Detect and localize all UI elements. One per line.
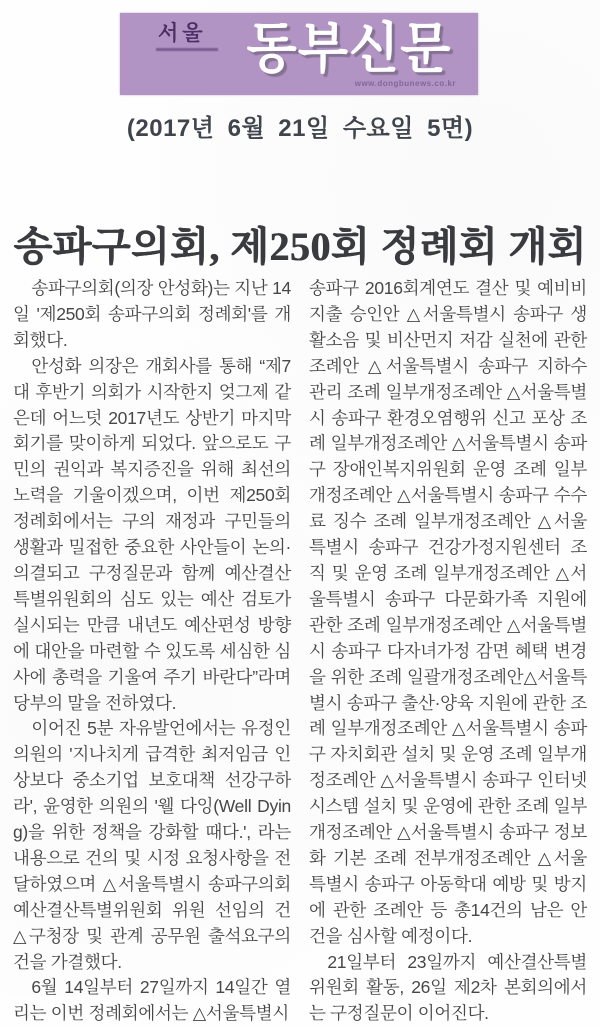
article-column-left [13, 276, 291, 1027]
article-headline: 송파구의회, 제250회 정례회 개회 [13, 223, 587, 269]
article-body [0, 276, 600, 1027]
newspaper-masthead-logo [120, 13, 478, 95]
article-column-right [309, 276, 587, 1027]
article-paragraph: 송파구의회(의장 안성화)는 지난 14일 '제250회 송파구의회 정례회'를 개회했다. [13, 278, 291, 350]
article-paragraph: 송파구 2016회계연도 결산 및 예비비 지출 승인안 △서울특별시 송파구 생활소음 및 비산먼지 저감 실천에 관한 조례안 △서울특별시 송파구 지하수 관리 조례 일부개정조례안 △서울특별시 송파구 환경오염행위 신고 포상 조례 일부개정조례안 △서울특별시 송파구 장애인복지위원회 운영 조례 일부개정조례안 △서울특별시 송파구 수수료 징수 조례 일부개정조례안 △서울특별시 송파구 건강가정지원센터 조직 및 운영 조례 일부개정조례안 △서울특별시 송파구 다문화가족 지원에 관한 조례 일부개정조례안 △서울특별시 송파구 다자녀가정 감면 혜택 변경을 위한 조례 일괄개정조례안△서울특별시 송파구 출산·양육 지원에 관한 조례 일부개정조례안 △서울특별시 송파구 자치회관 설치 및 운영 조례 일부개정조례안 △서울특별시 송파구 인터넷시스템 설치 및 운영에 관한 조례 일부개정조례안 △서울특별시 송파구 정보화 기본 조례 전부개정조례안 △서울특별시 송파구 아동학대 예방 및 방지에 관한 조례안 등 총14건의 남은 안건을 심사할 예정이다. [309, 278, 587, 946]
article-paragraph: 이어진 5분 자유발언에서는 유정인 의원의 '지나치게 급격한 최저임금 인상보다 중소기업 보호대책 선강구하라', 윤영한 의원의 '웰 다잉(Well Dying)을 위한 정책을 강화할 때다.', 라는 내용으로 건의 및 시정 요청사항을 전달하였으며 △서울특별시 송파구의회 예산결산특별위원회 위원 선임의 건 △구청장 및 관계 공무원 출석요구의 건을 가결했다. [13, 718, 291, 972]
article-paragraph: 21일부터 23일까지 예산결산특별위원회 활동, 26일 제2차 본회의에서는 구정질문이 이어진다. [309, 951, 587, 1024]
masthead-website-url: www.dongbunews.co.kr [354, 79, 456, 88]
article-paragraph: 안성화 의장은 개회사를 통해 “제7대 후반기 의회가 시작한지 엊그제 같은데 어느덧 2017년도 상반기 마지막 회기를 맞이하게 되었다. 앞으로도 구민의 권익과 복지증진을 위해 최선의 노력을 기울이겠으며, 이번 제250회 정례회에서는 구의 재정과 구민들의 생활과 밀접한 중요한 사안들이 논의·의결되고 구정질문과 함께 예산결산특별위원회의 심도 있는 예산 검토가 실시되는 만큼 내년도 예산편성 방향에 대안을 마련할 수 있도록 세심한 심사에 총력을 기울여 주기 바란다”라며 당부의 말을 전하였다. [13, 355, 291, 713]
masthead-region-tagline-decoration [156, 48, 218, 51]
masthead-title: 동부신문 [246, 18, 452, 80]
issue-dateline: (2017년 6월 21일 수요일 5면) [126, 115, 474, 142]
masthead-region-label: 서울 [158, 22, 207, 45]
article-paragraph: 6월 14일부터 27일까지 14일간 열리는 이번 정례회에서는 △서울특별시 [13, 977, 291, 1024]
